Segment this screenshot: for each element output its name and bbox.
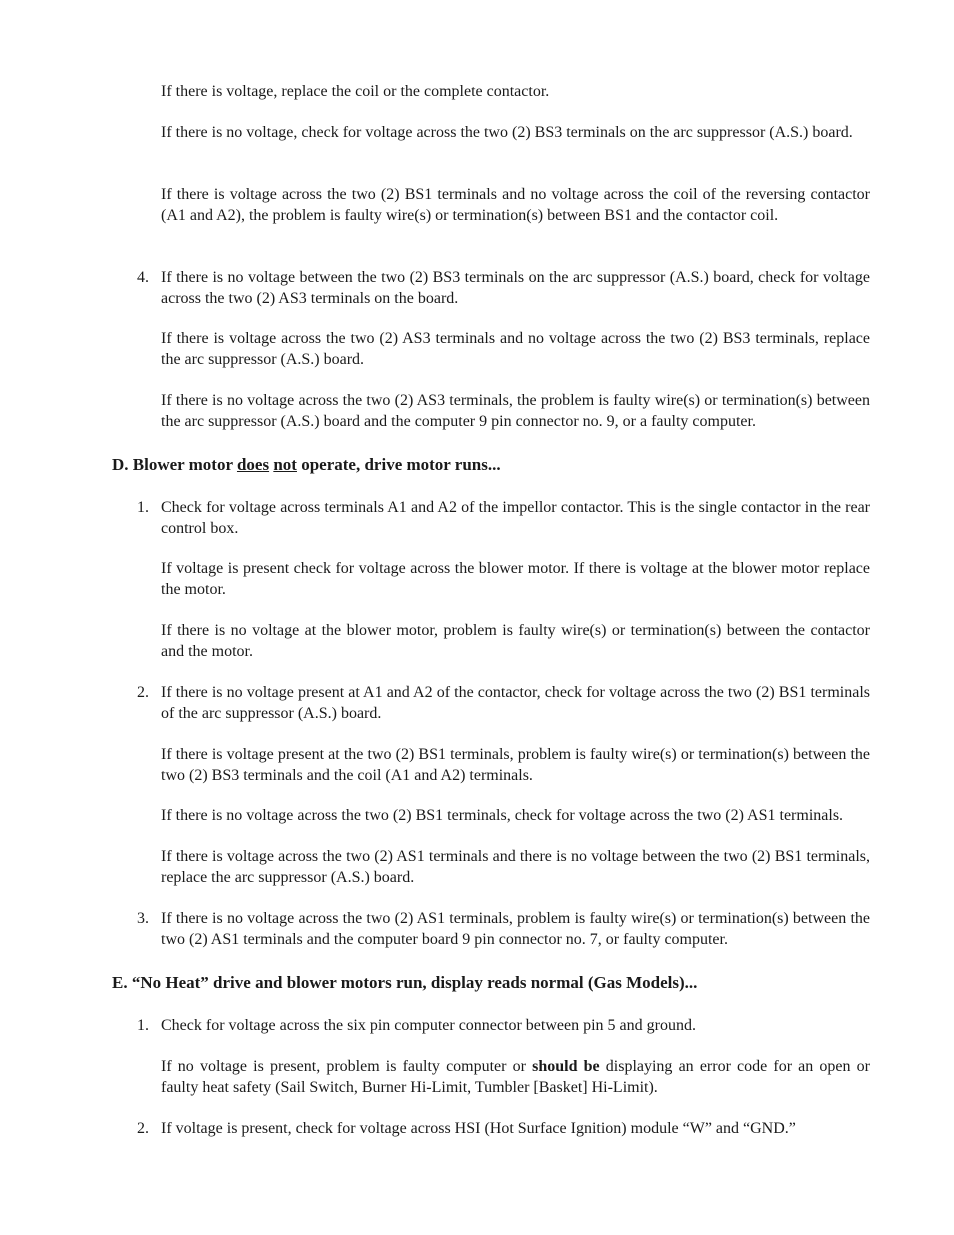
list-number: 2. bbox=[137, 684, 149, 701]
paragraph-d2-replace-board: If there is voltage across the two (2) AS1 terminals and there is no voltage between the two (2) BS1 terminals, replace the arc suppressor (A.S.) board. bbox=[161, 848, 870, 886]
paragraph-d1-voltage-present: If voltage is present check for voltage across the blower motor. If there is voltage at the blower motor replace the motor. bbox=[161, 560, 870, 598]
paragraph-coil-replace: If there is voltage, replace the coil or the complete contactor. bbox=[161, 83, 550, 100]
list-item-d1: Check for voltage across terminals A1 and A2 of the impellor contactor. This is the single contactor in the rear control box. bbox=[161, 499, 870, 537]
list-item-e2: If voltage is present, check for voltage across HSI (Hot Surface Ignition) module “W” and “GND.” bbox=[161, 1120, 796, 1137]
paragraph-e1-no-voltage: If no voltage is present, problem is faulty computer or should be displaying an error code for an open or faulty heat safety (Sail Switch, Burner Hi-Limit, Tumbler [Basket] Hi-Limit). bbox=[161, 1058, 870, 1096]
list-number: 2. bbox=[137, 1120, 149, 1137]
list-item-d2: If there is no voltage present at A1 and A2 of the contactor, check for voltage across the two (2) BS1 terminals of the arc suppressor (A.S.) board. bbox=[161, 684, 870, 722]
paragraph-bs1-fault: If there is voltage across the two (2) BS1 terminals and no voltage across the coil of the reversing contactor (A1 and A2), the problem is faulty wire(s) or termination(s) between BS1 and the contactor coil. bbox=[161, 186, 870, 224]
paragraph-replace-as-board: If there is voltage across the two (2) AS3 terminals and no voltage across the two (2) BS3 terminals, replace the arc suppressor (A.S.) board. bbox=[161, 330, 870, 368]
section-heading-e: E. “No Heat” drive and blower motors run, display reads normal (Gas Models)... bbox=[112, 973, 698, 992]
paragraph-d2-bs1-present: If there is voltage present at the two (2) BS1 terminals, problem is faulty wire(s) or termination(s) between the two (2) BS3 terminals and the coil (A1 and A2) terminals. bbox=[161, 746, 870, 784]
list-item-4: If there is no voltage between the two (2) BS3 terminals on the arc suppressor (A.S.) board, check for voltage across the two (2) AS3 terminals on the board. bbox=[161, 269, 870, 307]
list-number: 1. bbox=[137, 499, 149, 516]
list-number: 3. bbox=[137, 910, 149, 927]
list-item-d3: If there is no voltage across the two (2) AS1 terminals, problem is faulty wire(s) or termination(s) between the two (2) AS1 terminals and the computer board 9 pin connector no. 7, or faulty computer. bbox=[161, 910, 870, 948]
paragraph-d1-no-voltage: If there is no voltage at the blower motor, problem is faulty wire(s) or termination(s) between the contactor and the motor. bbox=[161, 622, 870, 660]
section-heading-d: D. Blower motor does not operate, drive motor runs... bbox=[112, 455, 501, 474]
list-item-e1: Check for voltage across the six pin computer connector between pin 5 and ground. bbox=[161, 1017, 696, 1034]
list-number: 4. bbox=[137, 269, 149, 286]
paragraph-check-bs3: If there is no voltage, check for voltage across the two (2) BS3 terminals on the arc suppressor (A.S.) board. bbox=[161, 124, 853, 141]
list-number: 1. bbox=[137, 1017, 149, 1034]
paragraph-as3-fault: If there is no voltage across the two (2) AS3 terminals, the problem is faulty wire(s) or termination(s) between the arc suppressor (A.S.) board and the computer 9 pin connector no. 9, or a faulty computer. bbox=[161, 392, 870, 430]
paragraph-d2-bs1-absent: If there is no voltage across the two (2) BS1 terminals, check for voltage across the two (2) AS1 terminals. bbox=[161, 807, 844, 824]
